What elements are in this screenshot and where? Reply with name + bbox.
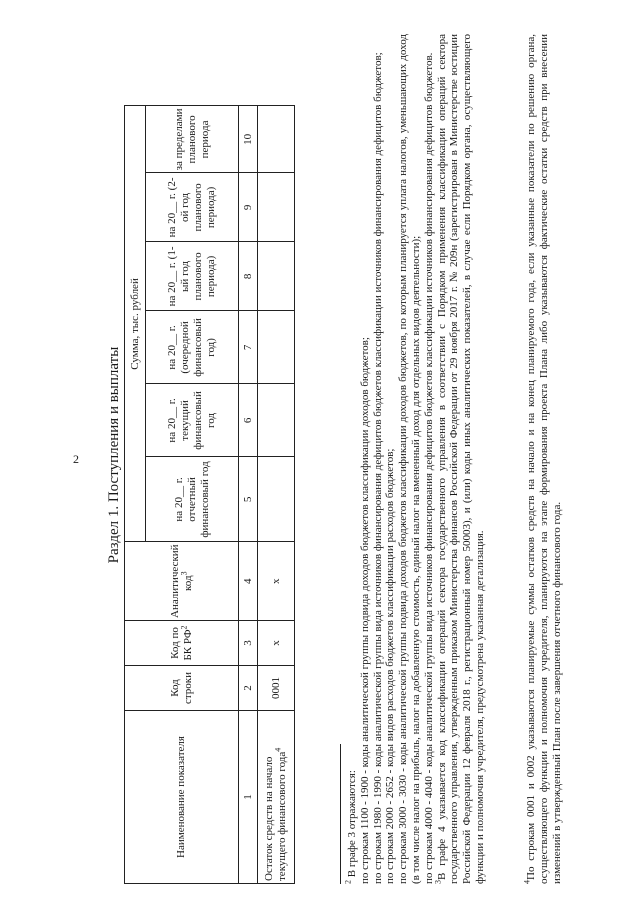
row-col9-cell xyxy=(258,173,295,242)
receipts-payments-table xyxy=(124,105,295,884)
header-col10: за пределами планового периода xyxy=(146,106,239,173)
footnote-2-line: по строкам 2000 - 2652 - коды видов расходов бюджетов классификации расходов бюджетов; xyxy=(384,448,397,884)
row-bk-code-cell: x xyxy=(258,621,295,666)
column-number: 5 xyxy=(239,457,258,542)
table-header-row xyxy=(125,106,146,884)
column-number: 10 xyxy=(239,106,258,173)
row-col8-cell xyxy=(258,242,295,311)
column-number: 1 xyxy=(239,711,258,884)
header-row-code: Код строки xyxy=(125,666,239,711)
row-name-cell: Остаток средств на начало текущего финансового года$^4$ xyxy=(258,711,295,884)
row-col7-cell xyxy=(258,311,295,384)
column-number-row xyxy=(239,106,258,884)
footnote-4: $^4$По строкам 0001 и 0002 указываются планируемые суммы остатков средств на начало и на конец планируемого года, если указанные показатели по решению органа, осуществляющего функции и полномочия учредителя, планируются на этапе формирования проекта Плана либо указываются фактические остатки средств при внесении изменений в утвержденный План после завершения отчетного финансового года. xyxy=(522,34,563,884)
column-number: 2 xyxy=(239,666,258,711)
column-number: 4 xyxy=(239,542,258,621)
page-number: 2 xyxy=(73,452,79,466)
landscape-content xyxy=(40,20,600,890)
header-bk-code: Код по БК $РФ^2$ xyxy=(125,621,239,666)
column-number: 3 xyxy=(239,621,258,666)
table-row xyxy=(258,106,295,884)
footnote-2: $^2$ В графе 3 отражаются: по строкам 1100 - 1900 - коды аналитической группы подвида доходов бюджетов классификации доходов бюджетов; по строкам 1980 - 1990 - коды аналитической группы вида источников финансирования дефицитов бюджетов классификации источников финансирования дефицитов бюджетов; по строкам 2000 - 2652 - коды видов расходов бюджетов классификации расходов бюджетов; по строкам 3000 - 3030 - коды аналитической группы подвида доходов бюджетов классификации доходов бюджетов, по которым планируется уплата налогов, уменьшающих доход (в том числе налог на прибыль, налог на добавленную стоимость, единый налог на вмененный доход для отдельных видов деятельности); по строкам 4000 - 4040 - коды аналитической группы вида источников финансирования дефицитов бюджетов классификации источников финансирования дефицитов бюджетов. $^3$В графе 4 указывается код классификации операций сектора государственного управления в соответствии с Порядком применения классификации операций сектора государственного управления, утвержденным приказом Министерства финансов Российской Федерации от 29 ноября 2017 г. № 209н (зарегистрирован в Министерстве юстиции Российской Федерации 12 февраля 2018 г., регистрационный номер 50003), и (или) коды иных аналитических показателей, в случае если Порядком органа, осуществляющего функции и полномочия учредителя, предусмотрена указанная детализация. xyxy=(343,34,486,884)
section-title: Раздел 1. Поступления и выплаты xyxy=(106,346,122,564)
row-col10-cell xyxy=(258,106,295,173)
header-col5: на 20__ г. отчетный финансовый год xyxy=(146,457,239,542)
header-col6: на 20__ г. текущий финансовый год xyxy=(146,384,239,457)
header-analytic-code: Аналитический код$^3$ xyxy=(125,542,239,621)
footnote-2-line: по строкам 1980 - 1990 - коды аналитической группы вида источников финансирования дефицитов бюджетов классификации источников финансирования дефицитов бюджетов; xyxy=(371,52,384,884)
rotated-landscape-page xyxy=(40,20,600,890)
footnote-3: $^3$В графе 4 указывается код классификации операций сектора государственного управления в соответствии с Порядком применения классификации операций сектора государственного управления, утвержденным приказом Министерства финансов Российской Федерации от 29 ноября 2017 г. № 209н (зарегистрирован в Министерстве юстиции Российской Федерации 12 февраля 2018 г., регистрационный номер 50003), и (или) коды иных аналитических показателей, в случае если Порядком органа, осуществляющего функции и полномочия учредителя, предусмотрена указанная детализация. xyxy=(432,34,486,884)
column-number: 8 xyxy=(239,242,258,311)
row-col6-cell xyxy=(258,384,295,457)
header-col8: на 20__ г. (1-ый год планового периода) xyxy=(146,242,239,311)
header-col9: на 20__ г. (2-ой год планового периода) xyxy=(146,173,239,242)
footnote-separator xyxy=(340,744,341,884)
row-code-cell: 0001 xyxy=(258,666,295,711)
footnote-2-line: по строкам 3000 - 3030 - коды аналитической группы подвида доходов бюджетов классификации доходов бюджетов, по которым планируется уплата налогов, уменьшающих доход (в том числе налог на прибыль, налог на добавленную стоимость, единый налог на вмененный доход для отдельных видов деятельности); xyxy=(397,34,422,884)
footnote-2-line: по строкам 4000 - 4040 - коды аналитической группы вида источников финансирования дефицитов бюджетов классификации источников финансирования дефицитов бюджетов. xyxy=(422,52,435,884)
column-number: 9 xyxy=(239,173,258,242)
row-col5-cell xyxy=(258,457,295,542)
footnote-2-line: по строкам 1100 - 1900 - коды аналитической группы подвида доходов бюджетов классификации доходов бюджетов; xyxy=(358,337,371,884)
header-name: Наименование показателя xyxy=(125,711,239,884)
column-number: 6 xyxy=(239,384,258,457)
row-analytic-code-cell: x xyxy=(258,542,295,621)
column-number: 7 xyxy=(239,311,258,384)
header-sum-group: Сумма, тыс. рублей xyxy=(125,106,146,542)
header-col7: на 20__ г. (очередной финансовый год) xyxy=(146,311,239,384)
